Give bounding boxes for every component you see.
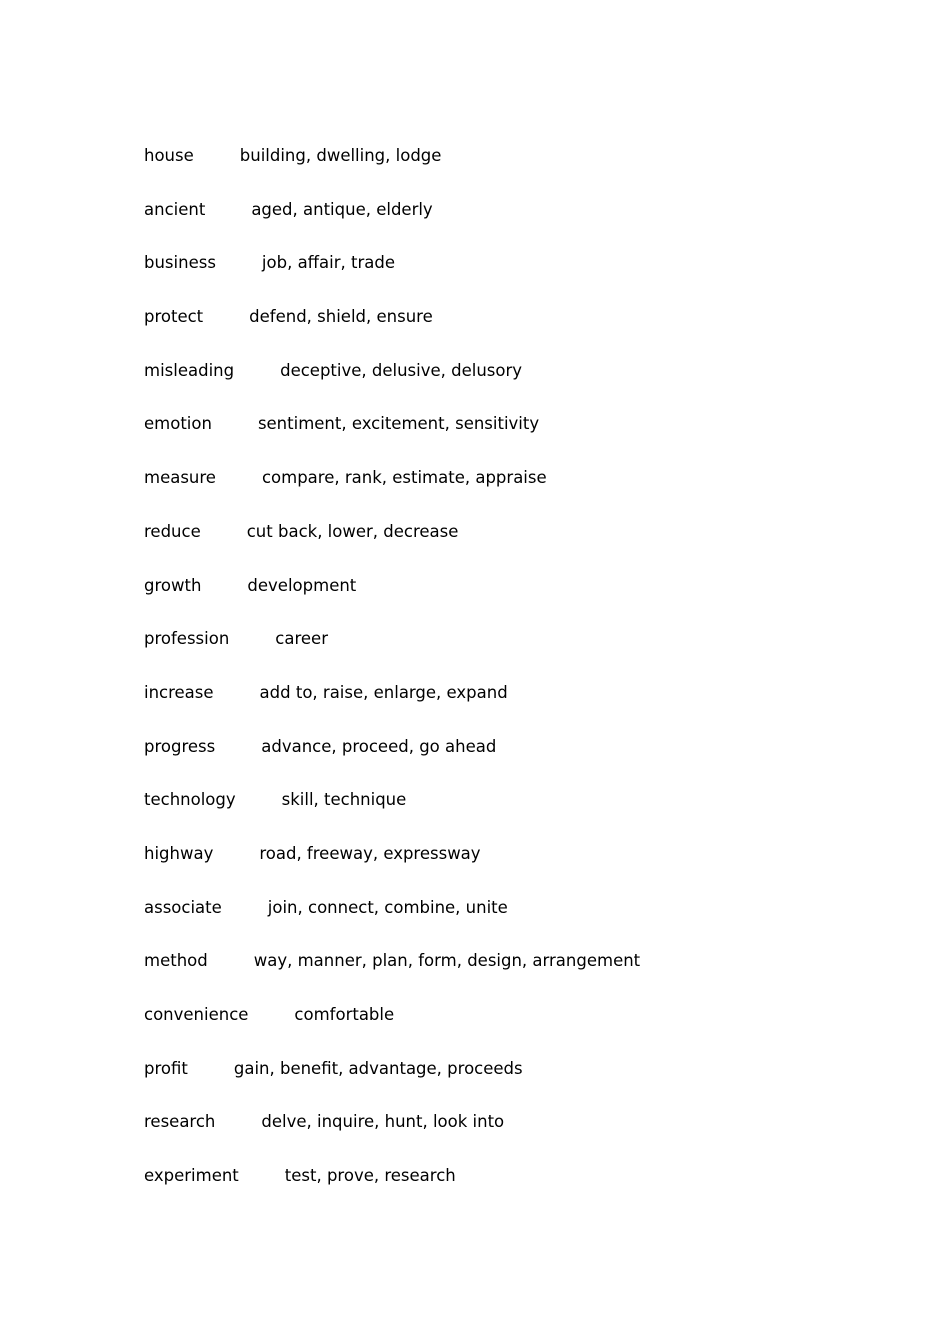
word-synonyms: test, prove, research [284,1166,456,1186]
word-term: ancient [144,199,206,219]
list-item [144,251,640,305]
word-synonyms: compare, rank, estimate, appraise [261,468,547,488]
word-synonyms: gain, benefit, advantage, proceeds [233,1058,523,1078]
word-synonyms: advance, proceed, go ahead [261,736,497,756]
word-synonyms: way, manner, plan, form, design, arrangement [253,951,641,971]
list-item [144,681,640,735]
word-synonyms: skill, technique [281,790,407,810]
word-term: highway [144,843,214,863]
list-item [144,788,640,842]
word-term: progress [144,736,216,756]
list-item [144,412,640,466]
word-term: protect [144,307,204,327]
word-synonyms: join, connect, combine, unite [267,897,508,917]
list-item [144,627,640,681]
word-term: measure [144,468,216,488]
word-synonyms: road, freeway, expressway [259,843,481,863]
list-item [144,949,640,1003]
word-synonyms: cut back, lower, decrease [246,521,459,541]
word-synonyms: defend, shield, ensure [249,307,433,327]
word-synonyms: job, affair, trade [261,253,396,273]
word-synonyms: sentiment, excitement, sensitivity [257,414,540,434]
word-synonyms: development [247,575,357,595]
word-synonyms: deceptive, delusive, delusory [280,360,523,380]
list-item [144,896,640,950]
word-term: profit [144,1058,188,1078]
list-item [144,735,640,789]
word-term: technology [144,790,236,810]
word-synonyms: aged, antique, elderly [251,199,433,219]
list-item [144,842,640,896]
list-item [144,1057,640,1111]
list-item [144,305,640,359]
list-item [144,1003,640,1057]
word-synonyms: building, dwelling, lodge [239,146,442,165]
word-term: reduce [144,521,201,541]
word-synonyms: career [275,629,328,649]
list-item [144,1110,640,1164]
word-synonyms: comfortable [294,1005,395,1024]
word-term: increase [144,682,214,702]
list-item [144,466,640,520]
word-synonyms: delve, inquire, hunt, look into [261,1112,505,1132]
word-synonyms: add to, raise, enlarge, expand [259,682,508,702]
word-term: profession [144,629,230,649]
word-term: business [144,253,216,273]
list-item [144,1164,640,1218]
list-item [144,359,640,413]
list-item [144,198,640,252]
synonym-list [144,144,640,1218]
word-term: experiment [144,1166,239,1186]
list-item [144,144,640,198]
word-term: associate [144,897,222,917]
word-term: emotion [144,414,212,434]
word-term: growth [144,575,202,595]
word-term: misleading [144,360,235,380]
list-item [144,520,640,574]
word-term: research [144,1112,216,1132]
list-item [144,574,640,628]
word-term: method [144,951,208,971]
word-term: house [144,146,194,165]
word-term: convenience [144,1005,249,1024]
